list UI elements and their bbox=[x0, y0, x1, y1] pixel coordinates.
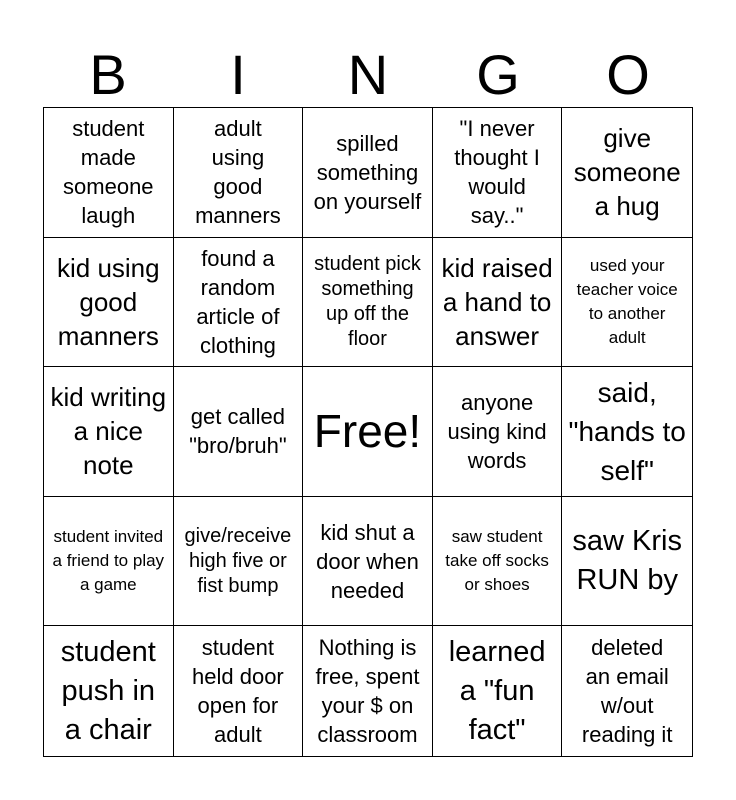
bingo-cell[interactable] bbox=[433, 108, 563, 238]
bingo-cell[interactable] bbox=[44, 367, 174, 497]
bingo-cell[interactable] bbox=[303, 497, 433, 627]
cell-label: saw student take off socks or shoes bbox=[445, 527, 549, 595]
cell-label: student held door open for adult bbox=[192, 635, 284, 748]
bingo-cell[interactable] bbox=[303, 626, 433, 756]
cell-label: deleted an email w/out reading it bbox=[581, 635, 673, 748]
cell-label: student made someone laugh bbox=[63, 116, 154, 229]
bingo-cell[interactable] bbox=[433, 238, 563, 368]
cell-label: adult using good manners bbox=[195, 116, 281, 229]
bingo-cell[interactable] bbox=[44, 108, 174, 238]
bingo-cell[interactable] bbox=[562, 108, 692, 238]
bingo-cell[interactable] bbox=[174, 626, 304, 756]
cell-label: student invited a friend to play a game bbox=[52, 527, 165, 595]
cell-label: used your teacher voice to another adult bbox=[576, 255, 678, 347]
cell-label: kid shut a door when needed bbox=[316, 519, 419, 603]
bingo-cell[interactable] bbox=[303, 238, 433, 368]
bingo-cell[interactable] bbox=[433, 626, 563, 756]
cell-label: get called "bro/bruh" bbox=[189, 404, 287, 459]
header-letter-n: N bbox=[347, 43, 389, 106]
bingo-cell[interactable] bbox=[44, 626, 174, 756]
bingo-cell[interactable] bbox=[562, 238, 692, 368]
bingo-header bbox=[43, 44, 693, 106]
free-space-label: Free! bbox=[313, 405, 422, 458]
bingo-board bbox=[43, 107, 693, 757]
bingo-cell[interactable] bbox=[174, 108, 304, 238]
cell-label: Nothing is free, spent your $ on classroom bbox=[315, 635, 420, 748]
bingo-cell[interactable] bbox=[174, 497, 304, 627]
bingo-cell[interactable] bbox=[174, 367, 304, 497]
cell-label: said, "hands to self" bbox=[568, 376, 686, 486]
header-letter-g: G bbox=[476, 43, 520, 106]
cell-label: found a random article of clothing bbox=[196, 245, 280, 358]
cell-label: student pick something up off the floor bbox=[314, 252, 421, 350]
header-letter-b: B bbox=[89, 43, 127, 106]
bingo-cell[interactable] bbox=[44, 497, 174, 627]
cell-label: saw Kris RUN by bbox=[572, 525, 682, 597]
cell-label: spilled something on yourself bbox=[313, 130, 422, 214]
cell-label: give someone a hug bbox=[573, 123, 681, 222]
bingo-cell[interactable] bbox=[562, 626, 692, 756]
cell-label: kid using good manners bbox=[56, 252, 160, 351]
bingo-cell[interactable] bbox=[174, 238, 304, 368]
header-letter-o: O bbox=[606, 43, 650, 106]
bingo-cell[interactable] bbox=[562, 497, 692, 627]
free-space[interactable] bbox=[303, 367, 433, 497]
header-letter-i: I bbox=[230, 43, 246, 106]
bingo-cell[interactable] bbox=[562, 367, 692, 497]
bingo-cell[interactable] bbox=[303, 108, 433, 238]
cell-label: learned a "fun fact" bbox=[448, 635, 546, 746]
cell-label: anyone using kind words bbox=[447, 389, 547, 473]
bingo-cell[interactable] bbox=[433, 497, 563, 627]
cell-label: student push in a chair bbox=[60, 635, 156, 746]
bingo-cell[interactable] bbox=[44, 238, 174, 368]
cell-label: "I never thought I would say.." bbox=[454, 116, 540, 229]
cell-label: kid writing a nice note bbox=[50, 382, 167, 481]
cell-label: kid raised a hand to answer bbox=[441, 252, 553, 351]
bingo-cell[interactable] bbox=[433, 367, 563, 497]
cell-label: give/receive high five or fist bump bbox=[184, 524, 292, 597]
